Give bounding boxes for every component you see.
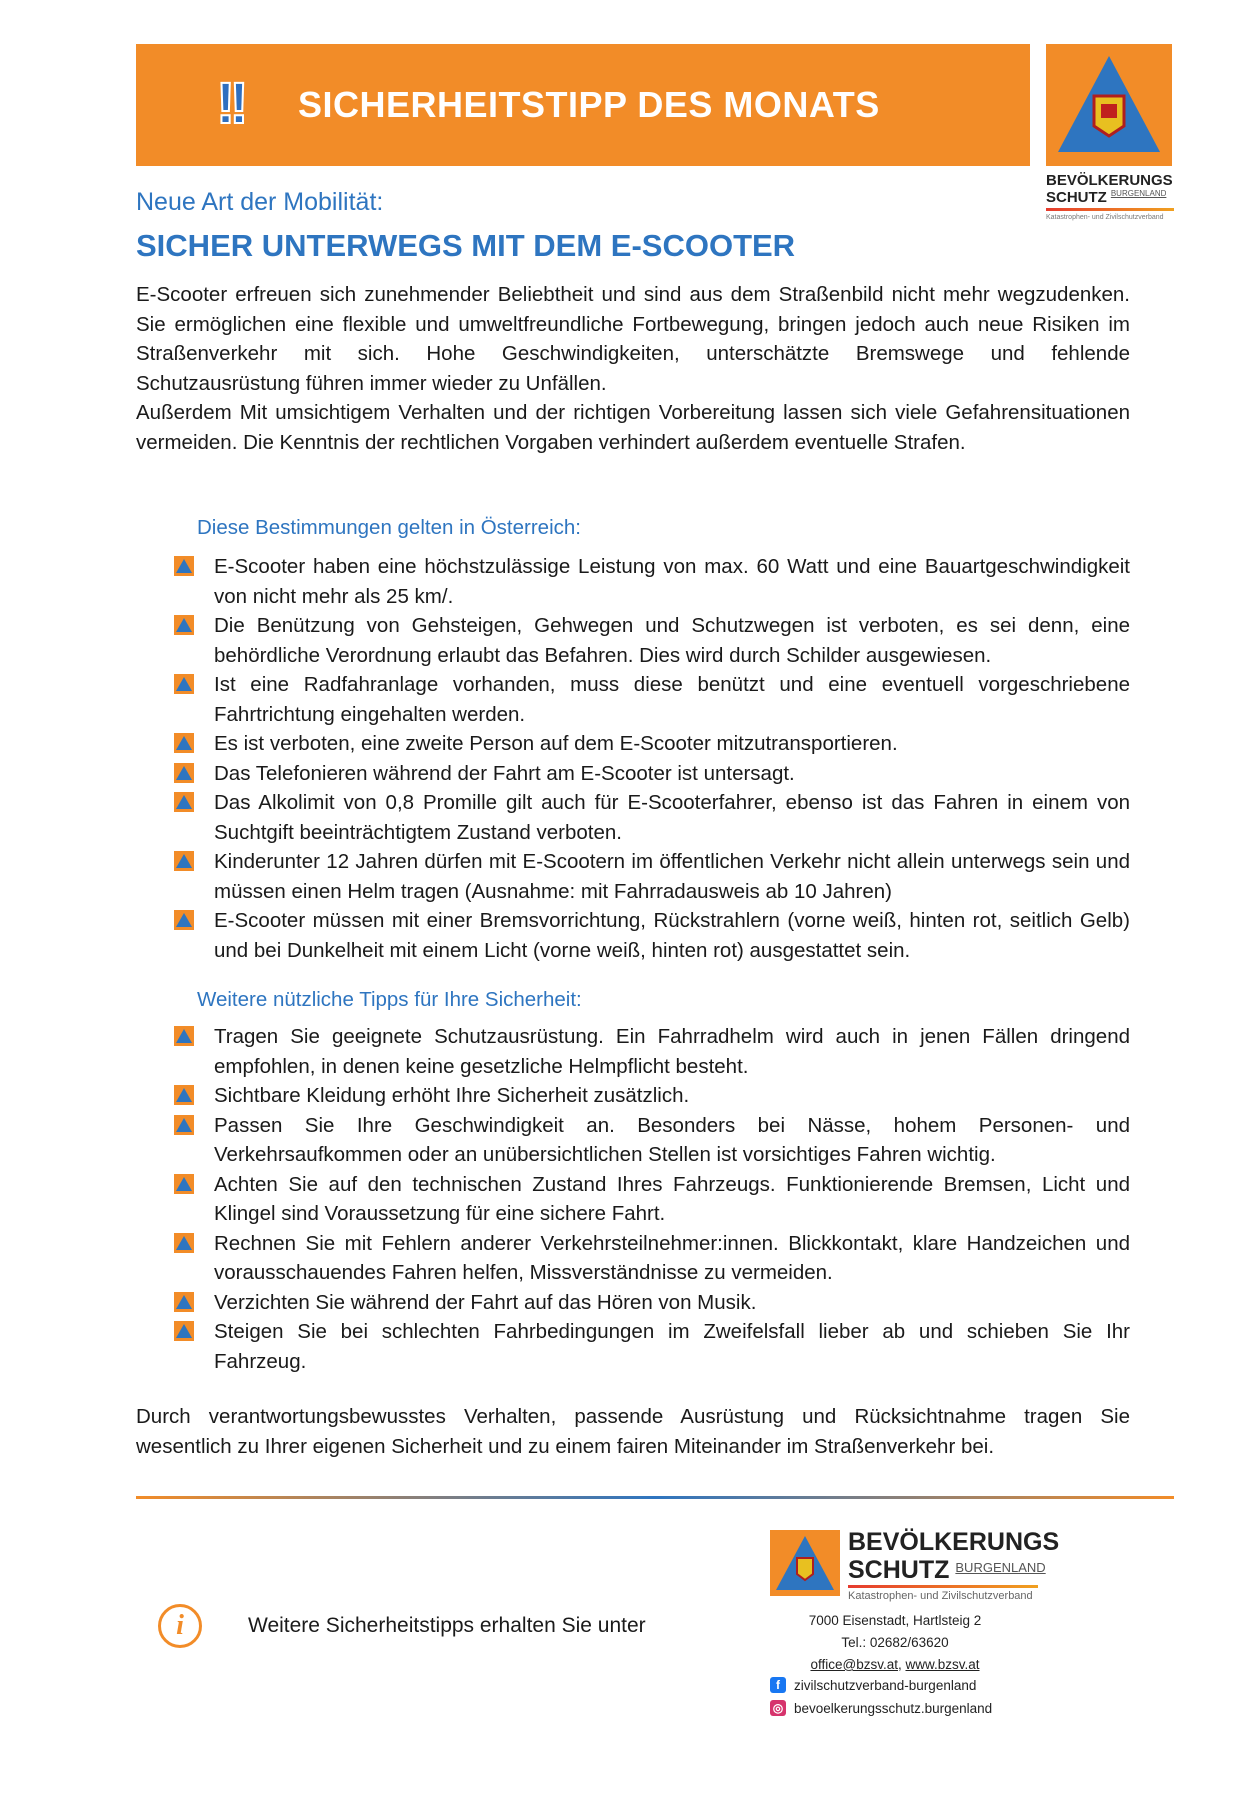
triangle-bullet-icon: [174, 791, 194, 811]
triangle-bullet-icon: [174, 1173, 194, 1193]
rule-text: Kinderunter 12 Jahren dürfen mit E-Scootern im öffentlichen Verkehr nicht allein unterwegs sein und müssen einen Helm tragen (Ausnahme: mit Fahrradausweis ab 10 Jahren): [214, 850, 1130, 903]
tip-text: Sichtbare Kleidung erhöht Ihre Sicherheit zusätzlich.: [214, 1084, 690, 1107]
email-web: office@bzsv.at, www.bzsv.at: [810, 1657, 980, 1672]
brand-wordmark-footer: [848, 1528, 1059, 1602]
rule-text: Ist eine Radfahranlage vorhanden, muss diese benützt und eine eventuell vorgeschriebene Fahrtrichtung eingehalten werden.: [214, 673, 1130, 726]
list-item: [136, 906, 1130, 965]
rule-text: E-Scooter haben eine höchstzulässige Leistung von max. 60 Watt und eine Bauartgeschwindigkeit von nicht mehr als 25 km/.: [214, 555, 1130, 608]
triangle-bullet-icon: [174, 614, 194, 634]
info-text: Weitere Sicherheitstipps erhalten Sie unter: [248, 1614, 646, 1637]
tip-text: Steigen Sie bei schlechten Fahrbedingungen im Zweifelsfall lieber ab und schieben Sie Ihr Fahrzeug.: [214, 1320, 1130, 1373]
facebook-row[interactable]: [770, 1677, 976, 1693]
list-item: [136, 729, 1130, 759]
tip-text: Verzichten Sie während der Fahrt auf das Hören von Musik.: [214, 1290, 757, 1314]
rule-text: Die Benützung von Gehsteigen, Gehwegen und Schutzwegen ist verboten, es sei denn, eine behördliche Verordnung erlaubt das Befahren. Dies wird durch Schilder ausgewiesen.: [214, 614, 1130, 667]
triangle-bullet-icon: [174, 762, 194, 782]
tip-text: Rechnen Sie mit Fehlern anderer Verkehrsteilnehmer:innen. Blickkontakt, klare Handzeichen und vorausschauendes Fahren helfen, Missverständnisse zu vermeiden.: [214, 1231, 1130, 1284]
list-item: [136, 1229, 1130, 1288]
list-item: [136, 1170, 1130, 1229]
brand-tagline: Katastrophen- und Zivilschutzverband: [1046, 214, 1164, 221]
list-item: [136, 1111, 1130, 1170]
triangle-bullet-icon: [174, 1320, 194, 1340]
brand-line1: BEVÖLKERUNGS: [848, 1528, 1060, 1556]
phone: Tel.: 02682/63620: [841, 1635, 949, 1650]
list-item: [136, 788, 1130, 847]
web-link[interactable]: www.bzsv.at: [905, 1657, 980, 1672]
brand-stripe: [1046, 208, 1174, 211]
intro-paragraph-1: E-Scooter erfreuen sich zunehmender Beliebtheit und sind aus dem Straßenbild nicht mehr wegzudenken. Sie ermöglichen eine flexible und umweltfreundliche Fortbewegung, bringen jedoch auch neue Risiken im Straßenverkehr mit sich. Hohe Geschwindigkeiten, unterschätzte Bremswege und fehlende Schutzausrüstung führen immer wieder zu Unfällen.: [136, 283, 1130, 395]
closing-paragraph: Durch verantwortungsbewusstes Verhalten, passende Ausrüstung und Rücksichtnahme tragen Sie wesentlich zu Ihrer eigenen Sicherheit und zu einem fairen Miteinander im Straßenverkehr bei.: [136, 1405, 1130, 1458]
brand-region: BURGENLAND: [955, 1560, 1046, 1575]
tips-list: [136, 1022, 1130, 1376]
brand-line1: BEVÖLKERUNGS: [1046, 172, 1173, 189]
address: 7000 Eisenstadt, Hartlsteig 2: [808, 1613, 982, 1628]
list-item: [136, 1081, 1130, 1111]
list-item: [136, 670, 1130, 729]
instagram-row[interactable]: [770, 1700, 992, 1716]
triangle-bullet-icon: [174, 1084, 194, 1104]
triangle-bullet-icon: [174, 850, 194, 870]
brand-line2: SCHUTZ: [848, 1556, 950, 1584]
civil-protection-logo-icon: [770, 1530, 840, 1596]
list-item: [136, 1317, 1130, 1376]
triangle-bullet-icon: [174, 732, 194, 752]
rules-list: [136, 552, 1130, 965]
brand-wordmark: [1046, 172, 1176, 223]
email-link[interactable]: office@bzsv.at: [810, 1657, 898, 1672]
triangle-bullet-icon: [174, 1114, 194, 1134]
list-item: [136, 611, 1130, 670]
rule-text: E-Scooter müssen mit einer Bremsvorrichtung, Rückstrahlern (vorne weiß, hinten rot, seitlich Gelb) und bei Dunkelheit mit einem Licht (vorne weiß, hinten rot) ausgestattet sein.: [214, 909, 1130, 962]
facebook-icon: f: [770, 1677, 786, 1693]
page-title: SICHER UNTERWEGS MIT DEM E-SCOOTER: [136, 228, 796, 263]
exclamation-icon: !!: [216, 71, 243, 136]
footer-divider: [136, 1496, 1174, 1499]
triangle-bullet-icon: [174, 1025, 194, 1045]
list-item: [136, 1022, 1130, 1081]
triangle-bullet-icon: [174, 673, 194, 693]
brand-tagline: Katastrophen- und Zivilschutzverband: [848, 1590, 1033, 1602]
info-icon: i: [158, 1604, 202, 1648]
header-banner: [136, 44, 1030, 166]
rule-text: Das Alkolimit von 0,8 Promille gilt auch für E-Scooterfahrer, ebenso ist das Fahren in einem von Suchtgift beeinträchtigtem Zustand verboten.: [214, 791, 1130, 844]
tip-text: Achten Sie auf den technischen Zustand Ihres Fahrzeugs. Funktionierende Bremsen, Licht und Klingel sind Voraussetzung für eine sichere Fahrt.: [214, 1172, 1130, 1225]
instagram-icon: ◎: [770, 1700, 786, 1716]
brand-region: BURGENLAND: [1110, 189, 1167, 198]
subtitle: Neue Art der Mobilität:: [136, 188, 384, 216]
list-item: [136, 552, 1130, 611]
triangle-bullet-icon: [174, 555, 194, 575]
triangle-bullet-icon: [174, 1232, 194, 1252]
facebook-handle: zivilschutzverband-burgenland: [794, 1677, 977, 1693]
rule-text: Das Telefonieren während der Fahrt am E-Scooter ist untersagt.: [214, 761, 795, 785]
instagram-handle: bevoelkerungsschutz.burgenland: [794, 1700, 993, 1716]
rule-text: Es ist verboten, eine zweite Person auf dem E-Scooter mitzutransportieren.: [214, 732, 898, 755]
tip-text: Passen Sie Ihre Geschwindigkeit an. Besonders bei Nässe, hohem Personen- und Verkehrsaufkommen oder an unübersichtlichen Stellen ist vorsichtiges Fahren wichtig.: [214, 1113, 1130, 1166]
intro-paragraph-2: Außerdem Mit umsichtigem Verhalten und der richtigen Vorbereitung lassen sich viele Gefahrensituationen vermeiden. Die Kenntnis der rechtlichen Vorgaben verhindert außerdem eventuelle Strafen.: [136, 401, 1130, 454]
list-item: [136, 1288, 1130, 1318]
list-item: [136, 847, 1130, 906]
banner-title: SICHERHEITSTIPP DES MONATS: [298, 84, 880, 125]
rules-heading: Diese Bestimmungen gelten in Österreich:: [197, 516, 581, 539]
triangle-bullet-icon: [174, 909, 194, 929]
list-item: [136, 759, 1130, 789]
civil-protection-logo-icon: [1046, 44, 1172, 166]
tips-heading: Weitere nützliche Tipps für Ihre Sicherheit:: [197, 988, 582, 1011]
triangle-bullet-icon: [174, 1291, 194, 1311]
contact-block: [760, 1610, 1030, 1676]
tip-text: Tragen Sie geeignete Schutzausrüstung. Ein Fahrradhelm wird auch in jenen Fällen dringend empfohlen, in denen keine gesetzliche Helmpflicht besteht.: [214, 1025, 1130, 1078]
brand-line2: SCHUTZ: [1046, 189, 1107, 206]
brand-stripe: [848, 1585, 1038, 1588]
